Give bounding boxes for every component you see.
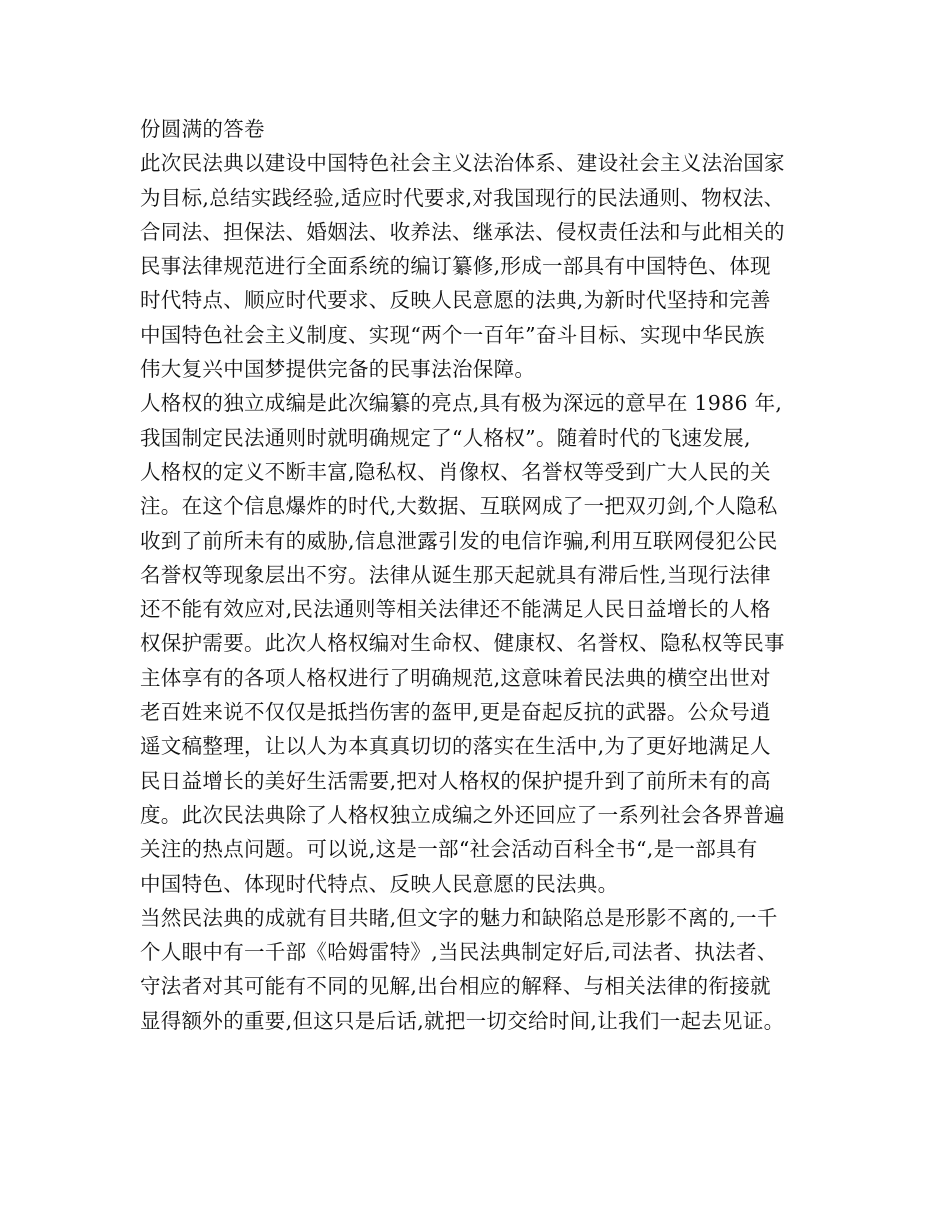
paragraph-goals: 此次民法典以建设中国特色社会主义法治体系、建设社会主义法治国家 为目标,总结实践经验,适应时代要求,对我国现行的民法通则、物权法、 合同法、担保法、婚姻法、收养法、继承法、侵权责任法和与此相关的 民事法律规范进行全面系统的编订纂修,形成一部具有中国特色、体现 时代特点、顺应时代要求、反映人民意愿的法典,为新时代坚持和完善 中国特色社会主义制度、实现“两个一百年”奋斗目标、实现中华民族 伟大复兴中国梦提供完备的民事法治保障。 [140, 151, 785, 382]
paragraph-conclusion: 当然民法典的成就有目共睹,但文字的魅力和缺陷总是形影不离的,一千 个人眼中有一千部《哈姆雷特》,当民法典制定好后,司法者、执法者、 守法者对其可能有不同的见解,出台相应的解释、与相关法律的衔接就 显得额外的重要,但这只是后话,就把一切交给时间,让我们一起去见证。 [140, 905, 785, 1033]
paragraph-personality-rights: 人格权的独立成编是此次编纂的亮点,具有极为深远的意早在 1986 年, 我国制定民法通则时就明确规定了“人格权”。随着时代的飞速发展, 人格权的定义不断丰富,隐私权、肖像权、名誉权等受到广大人民的关 注。在这个信息爆炸的时代,大数据、互联网成了一把双刃剑,个人隐私 收到了前所未有的威胁,信息泄露引发的电信诈骗,利用互联网侵犯公民 名誉权等现象层出不穷。法律从诞生那天起就具有滞后性,当现行法律 还不能有效应对,民法通则等相关法律还不能满足人民日益增长的人格 权保护需要。此次人格权编对生命权、健康权、名誉权、隐私权等民事 主体享有的各项人格权进行了明确规范,这意味着民法典的横空出世对 老百姓来说不仅仅是抵挡伤害的盔甲,更是奋起反抗的武器。公众号逍 遥文稿整理，让以人为本真真切切的落实在生活中,为了更好地满足人 民日益增长的美好生活需要,把对人格权的保护提升到了前所未有的高 度。此次民法典除了人格权独立成编之外还回应了一系列社会各界普遍 关注的热点问题。可以说,这是一部“社会活动百科全书“,是一部具有 中国特色、体现时代特点、反映人民意愿的民法典。 [140, 391, 785, 896]
document-page [140, 112, 830, 1038]
heading-fragment: 份圆满的答卷 [140, 117, 265, 141]
